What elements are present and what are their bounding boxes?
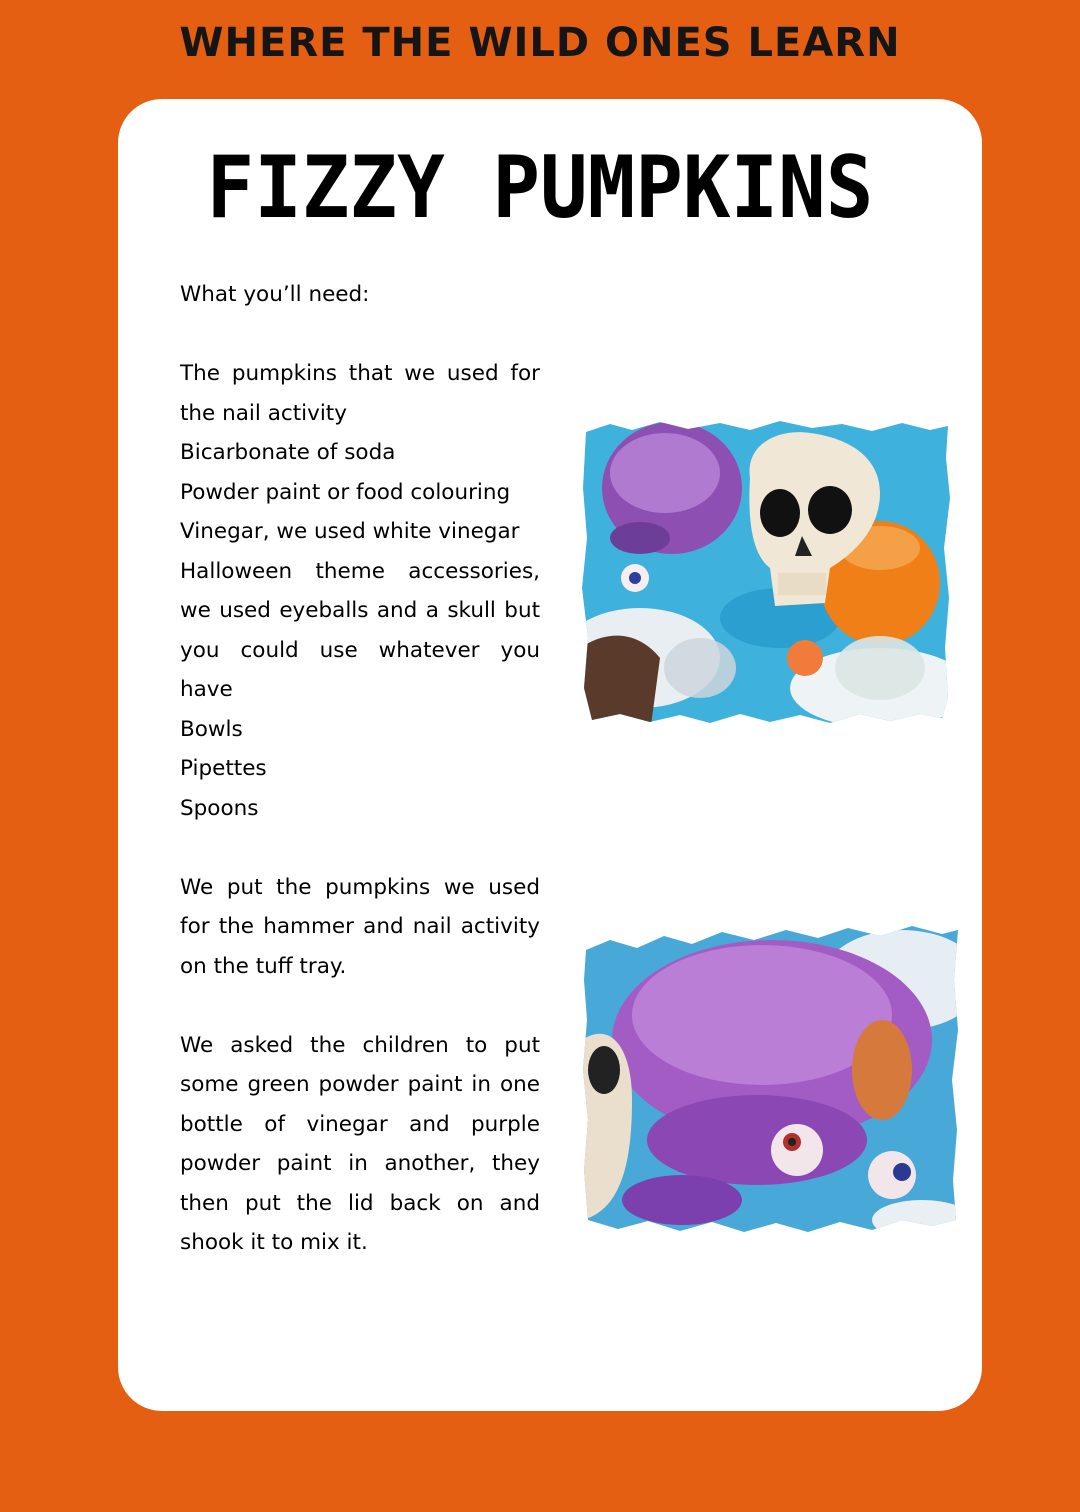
needs-heading: What you’ll need: [180,282,370,307]
list-item: Bicarbonate of soda [180,440,396,465]
photo-fizzing-pumpkin [582,920,960,1242]
photo-skull-and-pumpkins [580,418,952,733]
brand-header: WHERE THE WILD ONES LEARN [179,20,901,66]
list-item: The pumpkins that we used for the nail activity [180,361,540,426]
spacer [180,986,540,1026]
list-item: Vinegar, we used white vinegar [180,519,520,544]
spacer [180,828,540,868]
paragraph-tuff-tray: We put the pumpkins we used for the hammer and nail activity on the tuff tray. [180,874,540,979]
list-item: Spoons [180,795,259,821]
page-title: FIZZY PUMPKINS [206,138,874,238]
materials-list [180,354,540,828]
spacer [180,315,540,355]
list-item: Powder paint or food colouring [180,479,511,505]
list-item: Bowls [180,716,243,742]
paragraph-mixing: We asked the children to put some green powder paint in one bottle of vinegar and purple powder paint in another, they then put the lid back on and shook it to mix it. [180,1032,540,1255]
list-item: Halloween theme accessories, we used eyeballs and a skull but you could use whatever you have [180,558,540,702]
instructions-column [180,275,540,1263]
list-item: Pipettes [180,756,267,781]
